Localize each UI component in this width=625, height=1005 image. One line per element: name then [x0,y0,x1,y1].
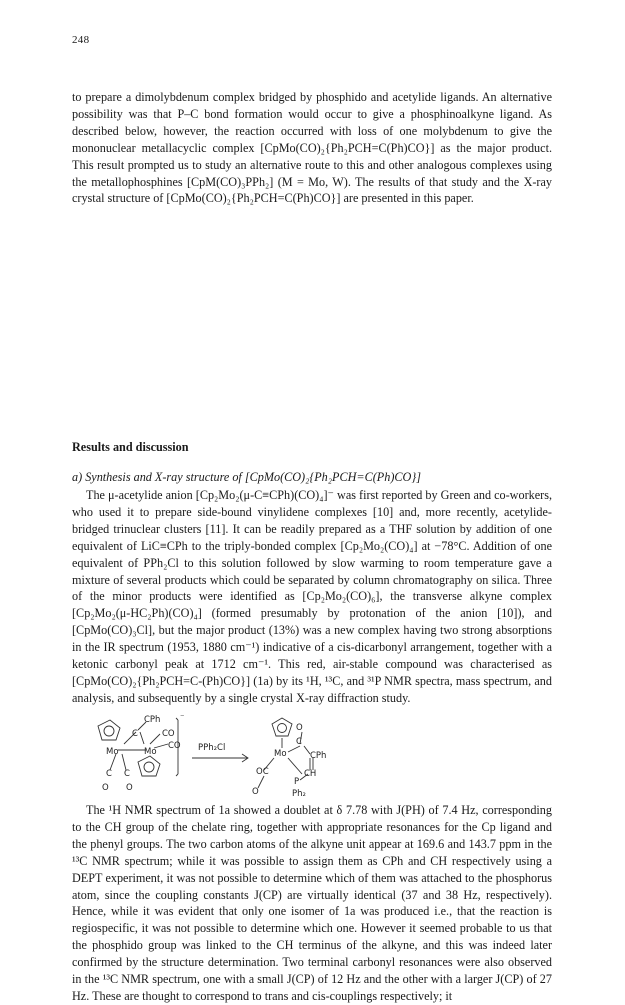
product-cp [272,718,292,736]
reactant-c1-label: C [106,769,112,779]
reactant-o2-label: O [126,783,133,793]
reactant-o1-label: O [102,783,109,793]
reactant-c2-label: C [124,769,130,779]
product-oc-label: OC [256,767,269,777]
reactant-cph-label: CPh [144,715,161,725]
nmr-paragraph [72,802,552,1005]
reactant-c-label: C [132,729,138,739]
product-o-label: O [252,787,259,797]
reactant-co-right-label: CO [168,741,181,751]
reaction-scheme [88,714,388,798]
reactant-mo-right-label: Mo [144,747,157,757]
product-ch-label: CH [304,769,317,779]
nmr-paragraph-text: The ¹H NMR spectrum of 1a showed a doublet at δ 7.78 with J(PH) of 7.4 Hz, corresponding to the CH group of the chelate ring, together with appropriate resonances for the Cp ligand and the phenyl groups. The two carbon atoms of the alkyne unit appear at 169.6 and 143.7 ppm in the ¹³C NMR spectrum; while it was possible to assign them as CPh and CH respectively using a DEPT experiment, it was not possible to determine which of them was attached to the phosphorus atom, since the coupling constants J(CP) are virtually identical (37 and 38 Hz, respectively). Hence, while it was evident that only one isomer of 1a was produced i.e., that the reaction is regiospecific, it was not possible to determine which one. However it seemed probable to us that the phosphido group was linked to the CH terminus of the alkyne, and this was indeed later confirmed by the structure determination. Two terminal carbonyl resonances were also observed in the ¹³C NMR spectrum, one with a small J(CP) of 12 Hz and the other with a larger J(CP) of 27 Hz. These are thought to correspond to trans and cis-couplings respectively; it [72,803,552,1003]
product-c-label: C [296,737,302,747]
subsection-heading: a) Synthesis and X-ray structure of [CpMo(CO)₂{Ph₂PCH=C(Ph)CO}] [72,470,421,484]
intro-paragraph [72,89,552,207]
page-number: 248 [72,34,90,46]
product-o-top-label: O [296,723,303,733]
reactant-cp-right [138,756,160,776]
reagent-label: PPh₂Cl [198,743,226,753]
section-heading: Results and discussion [72,440,189,454]
reactant-charge-label: ⁻ [180,713,185,723]
product-p-label: P [294,777,300,787]
product-mo-label: Mo [274,749,287,759]
product-ph2-label: Ph₂ [292,789,306,799]
reactant-co-top-label: CO [162,729,175,739]
reactant-mo-left-label: Mo [106,747,119,757]
synthesis-paragraph [72,487,552,707]
intro-paragraph-text: to prepare a dimolybdenum complex bridged by phosphido and acetylide ligands. An alternative possibility was that P–C bond formation would occur to give a phosphinoalkyne ligand. As described below, however, the reaction occurred with loss of one molybdenum to give the mononuclear metallacyclic complex [CpMo(CO)₂{Ph₂PCH=C(Ph)CO}] as the major product. This result prompted us to study an alternative route to this and other analogous complexes using the metallophosphines [CpM(CO)₃PPh₂] (M = Mo, W). The results of that study and the X-ray crystal structure of [CpMo(CO)₂{Ph₂PCH=C(Ph)CO}] are presented in this paper. [72,90,552,206]
reaction-scheme-drawing [88,714,388,798]
reactant-cp-left [98,720,120,740]
product-cph-label: CPh [310,751,327,761]
synthesis-paragraph-text: The μ-acetylide anion [Cp₂Mo₂(μ-C≡CPh)(CO)₄]⁻ was first reported by Green and co-workers, who used it to prepare side-bound vinylidene complexes [10] and, more recently, acetylide-bridged trinuclear clusters [11]. It can be readily prepared as a THF solution by addition of one equivalent of LiC≡CPh to the triply-bonded complex [Cp₂Mo₂(CO)₄] at −78°C. Addition of one equivalent of PPh₂Cl to this solution followed by slow warming to room temperature gave a mixture of several products which could be separated by column chromatography on silica. Three of the minor products were identified as [Cp₂Mo₂(CO)₆], the transverse alkyne complex [Cp₂Mo₂(μ-HC₂Ph)(CO)₄] (formed presumably by protonation of the anion [10]), and [CpMo(CO)₃Cl], but the major product (13%) was a new complex having two strong absorptions in the IR spectrum (1953, 1880 cm⁻¹) indicative of a cis-dicarbonyl arrangement, together with a ketonic carbonyl peak at 1712 cm⁻¹. This red, air-stable compound was characterised as [CpMo(CO)₂{Ph₂PCH=C-(Ph)CO}] (1a) by its ¹H, ¹³C, and ³¹P NMR spectra, mass spectrum, and analysis, and subsequently by a single crystal X-ray diffraction study. [72,488,552,705]
